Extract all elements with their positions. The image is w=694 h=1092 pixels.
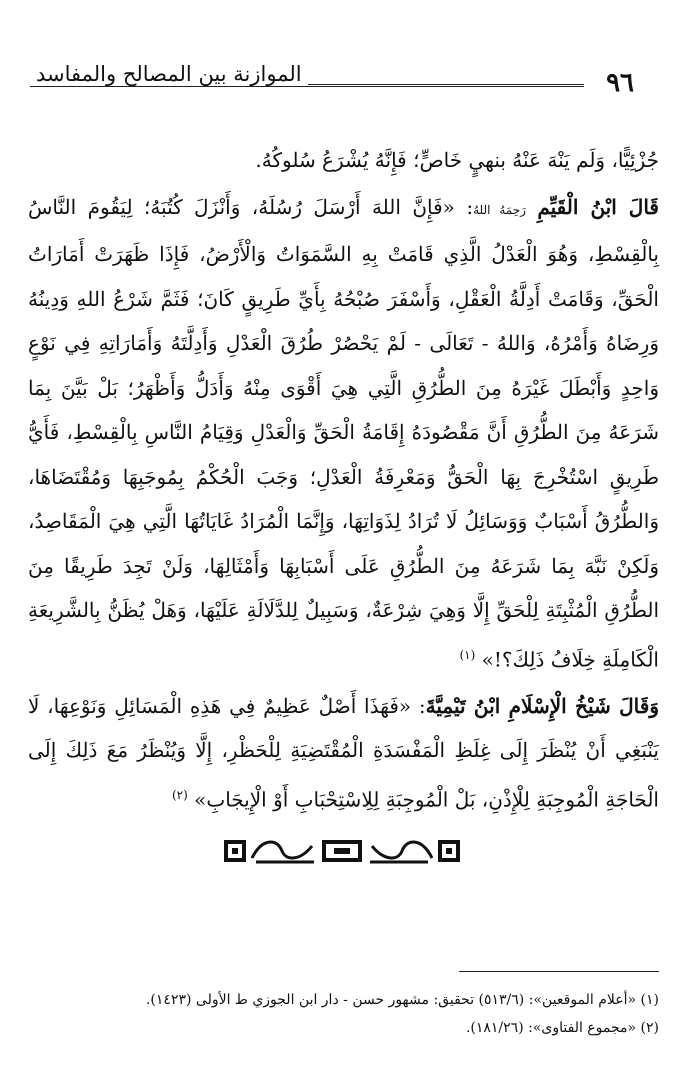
page-number: ٩٦ [606,68,634,98]
footnote-divider [459,971,659,972]
main-text [28,138,659,822]
footnote-ref-1: (١) [459,647,476,662]
page-header [30,62,634,102]
quote-text-1: : «فَإِنَّ اللهَ أَرْسَلَ رُسُلَهُ، وَأَنْزَلَ كُتُبَهُ؛ لِيَقُومَ النَّاسُ بِالْقِسْطِ، وَهُوَ الْعَدْلُ الَّذِي قَامَتْ بِهِ السَّمَوَاتُ وَالْأَرْضُ، فَإِذَا ظَهَرَتْ أَمَارَاتُ الْحَقِّ، وَقَامَتْ أَدِلَّةُ الْعَقْلِ، وَأَسْفَرَ صُبْحُهُ بِأَيِّ طَرِيقٍ كَانَ؛ فَثَمَّ شَرْعُ اللهِ وَدِينُهُ وَرِضَاهُ وَأَمْرُهُ، وَاللهُ - تَعَالَى - لَمْ يَحْصُرْ طُرُقَ الْعَدْلِ وَأَدِلَّتَهُ وَأَمَارَاتِهِ فِي نَوْعٍ وَاحِدٍ وَأَبْطَلَ غَيْرَهُ مِنَ الطُّرُقِ الَّتِي هِيَ أَقْوَى مِنْهُ وَأَدَلُّ وَأَظْهَرُ؛ بَلْ بَيَّنَ بِمَا شَرَعَهُ مِنَ الطُّرُقِ أَنَّ مَقْصُودَهُ إِقَامَةُ الْحَقِّ وَالْعَدْلِ وَقِيَامُ النَّاسِ بِالْقِسْطِ، فَأَيُّ طَرِيقٍ اسْتُخْرِجَ بِهَا الْحَقُّ وَمَعْرِفَةُ الْعَدْلِ؛ وَجَبَ الْحُكْمُ بِمُوجَبِهَا وَمُقْتَضَاهَا، وَالطُّرُقُ أَسْبَابٌ وَوَسَائِلُ لَا تُرَادُ لِذَوَاتِهَا، وَإِنَّمَا الْمُرَادُ غَايَاتُهَا الَّتِي هِيَ الْمَقَاصِدُ، وَلَكِنْ نَبَّهَ بِمَا شَرَعَهُ مِنَ الطُّرُقِ عَلَى أَسْبَابِهَا وَأَمْثَالِهَا، وَلَنْ تَجِدَ طَرِيقًا مِنَ الطُّرُقِ الْمُثْبِتَةِ لِلْحَقِّ إِلَّا وَهِيَ شِرْعَةٌ، وَسَبِيلٌ لِلدَّلَالَةِ عَلَيْهَا، وَهَلْ يُظَنُّ بِالشَّرِيعَةِ الْكَامِلَةِ خِلَافُ ذَلِكَ؟!» [28,194,659,672]
quote-author-ibn-taymiyyah: وَقَالَ شَيْخُ الْإِسْلَامِ ابْنُ تَيْمِيَّةَ [425,693,659,718]
quote-text-2: : «فَهَذَا أَصْلٌ عَظِيمٌ فِي هَذِهِ الْمَسَائِلِ وَنَوْعِهَا، لَا يَنْبَغِي أَنْ يُنْظَرَ إِلَى غِلَظِ الْمَفْسَدَةِ الْمُقْتَضِيَةِ لِلْحَظْرِ، إِلَّا وَيُنْظَرُ مَعَ ذَلِكَ إِلَى الْحَاجَةِ الْمُوجِبَةِ لِلْإِذْنِ، بَلْ الْمُوجِبَةِ لِلِاسْتِحْبَابِ أَوْ الْإِيجَابِ» [28,693,659,812]
running-title: الموازنة بين المصالح والمفاسد [30,62,308,86]
footnote-2: (٢) «مجموع الفتاوى»: (١٨١/٢٦). [465,1020,659,1036]
paragraph-3 [28,684,659,822]
footnote-ref-2: (٢) [171,787,188,802]
quote-author-ibn-qayyim: قَالَ ابْنُ الْقَيِّمِ [537,194,659,219]
honorific: رَحِمَهُ اللهُ [473,202,526,217]
paragraph-1: جُزْئِيًّا، وَلَم يَنْهَ عَنْهُ بنهيٍ خَاصٍّ؛ فَإِنَّهُ يُشْرَعُ سُلوكُهُ. [255,148,659,172]
footnotes [28,986,659,1042]
paragraph-2 [28,185,659,682]
section-ornament [222,836,462,866]
footnote-1: (١) «أعلام الموقعين»: (٥١٣/٦) تحقيق: مشهور حسن - دار ابن الجوزي ط الأولى (١٤٢٣). [145,992,659,1008]
